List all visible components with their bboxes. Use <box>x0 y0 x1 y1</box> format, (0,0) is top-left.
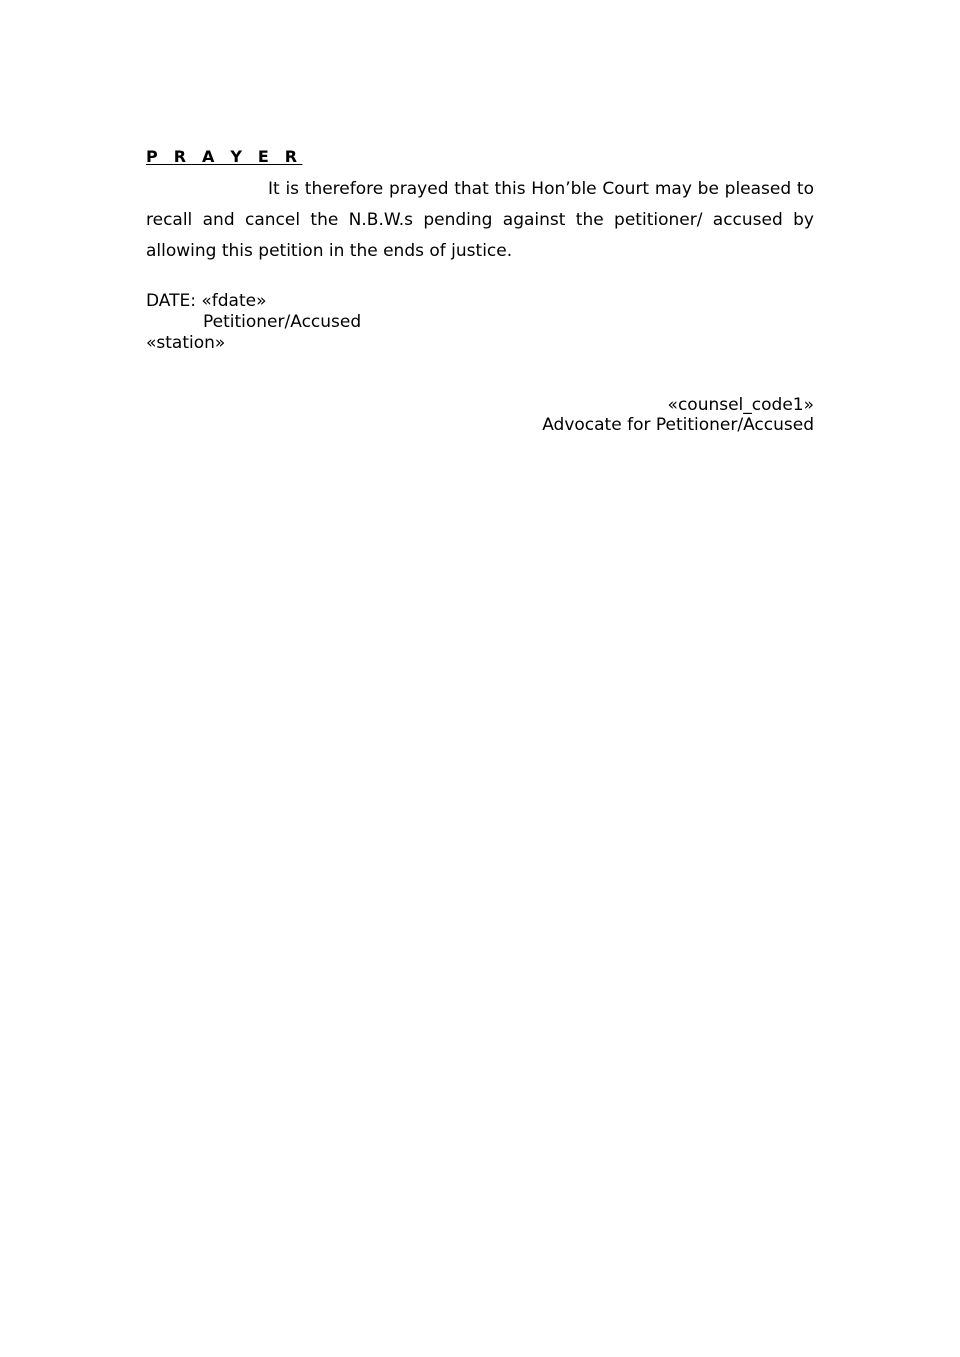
prayer-paragraph: It is therefore prayed that this Hon’ble Court may be pleased to recall and cancel the N.B.W.s pending against the petitioner/ accused by allowing this petition in the ends of justice. <box>146 179 814 261</box>
prayer-heading: P R A Y E R <box>146 147 303 166</box>
petitioner-signature-label: Petitioner/Accused <box>203 312 362 332</box>
advocate-signature-label: Advocate for Petitioner/Accused <box>542 415 814 435</box>
counsel-code-field: «counsel_code1» <box>667 395 814 415</box>
station-field: «station» <box>146 333 226 353</box>
date-field: DATE: «fdate» <box>146 291 267 311</box>
